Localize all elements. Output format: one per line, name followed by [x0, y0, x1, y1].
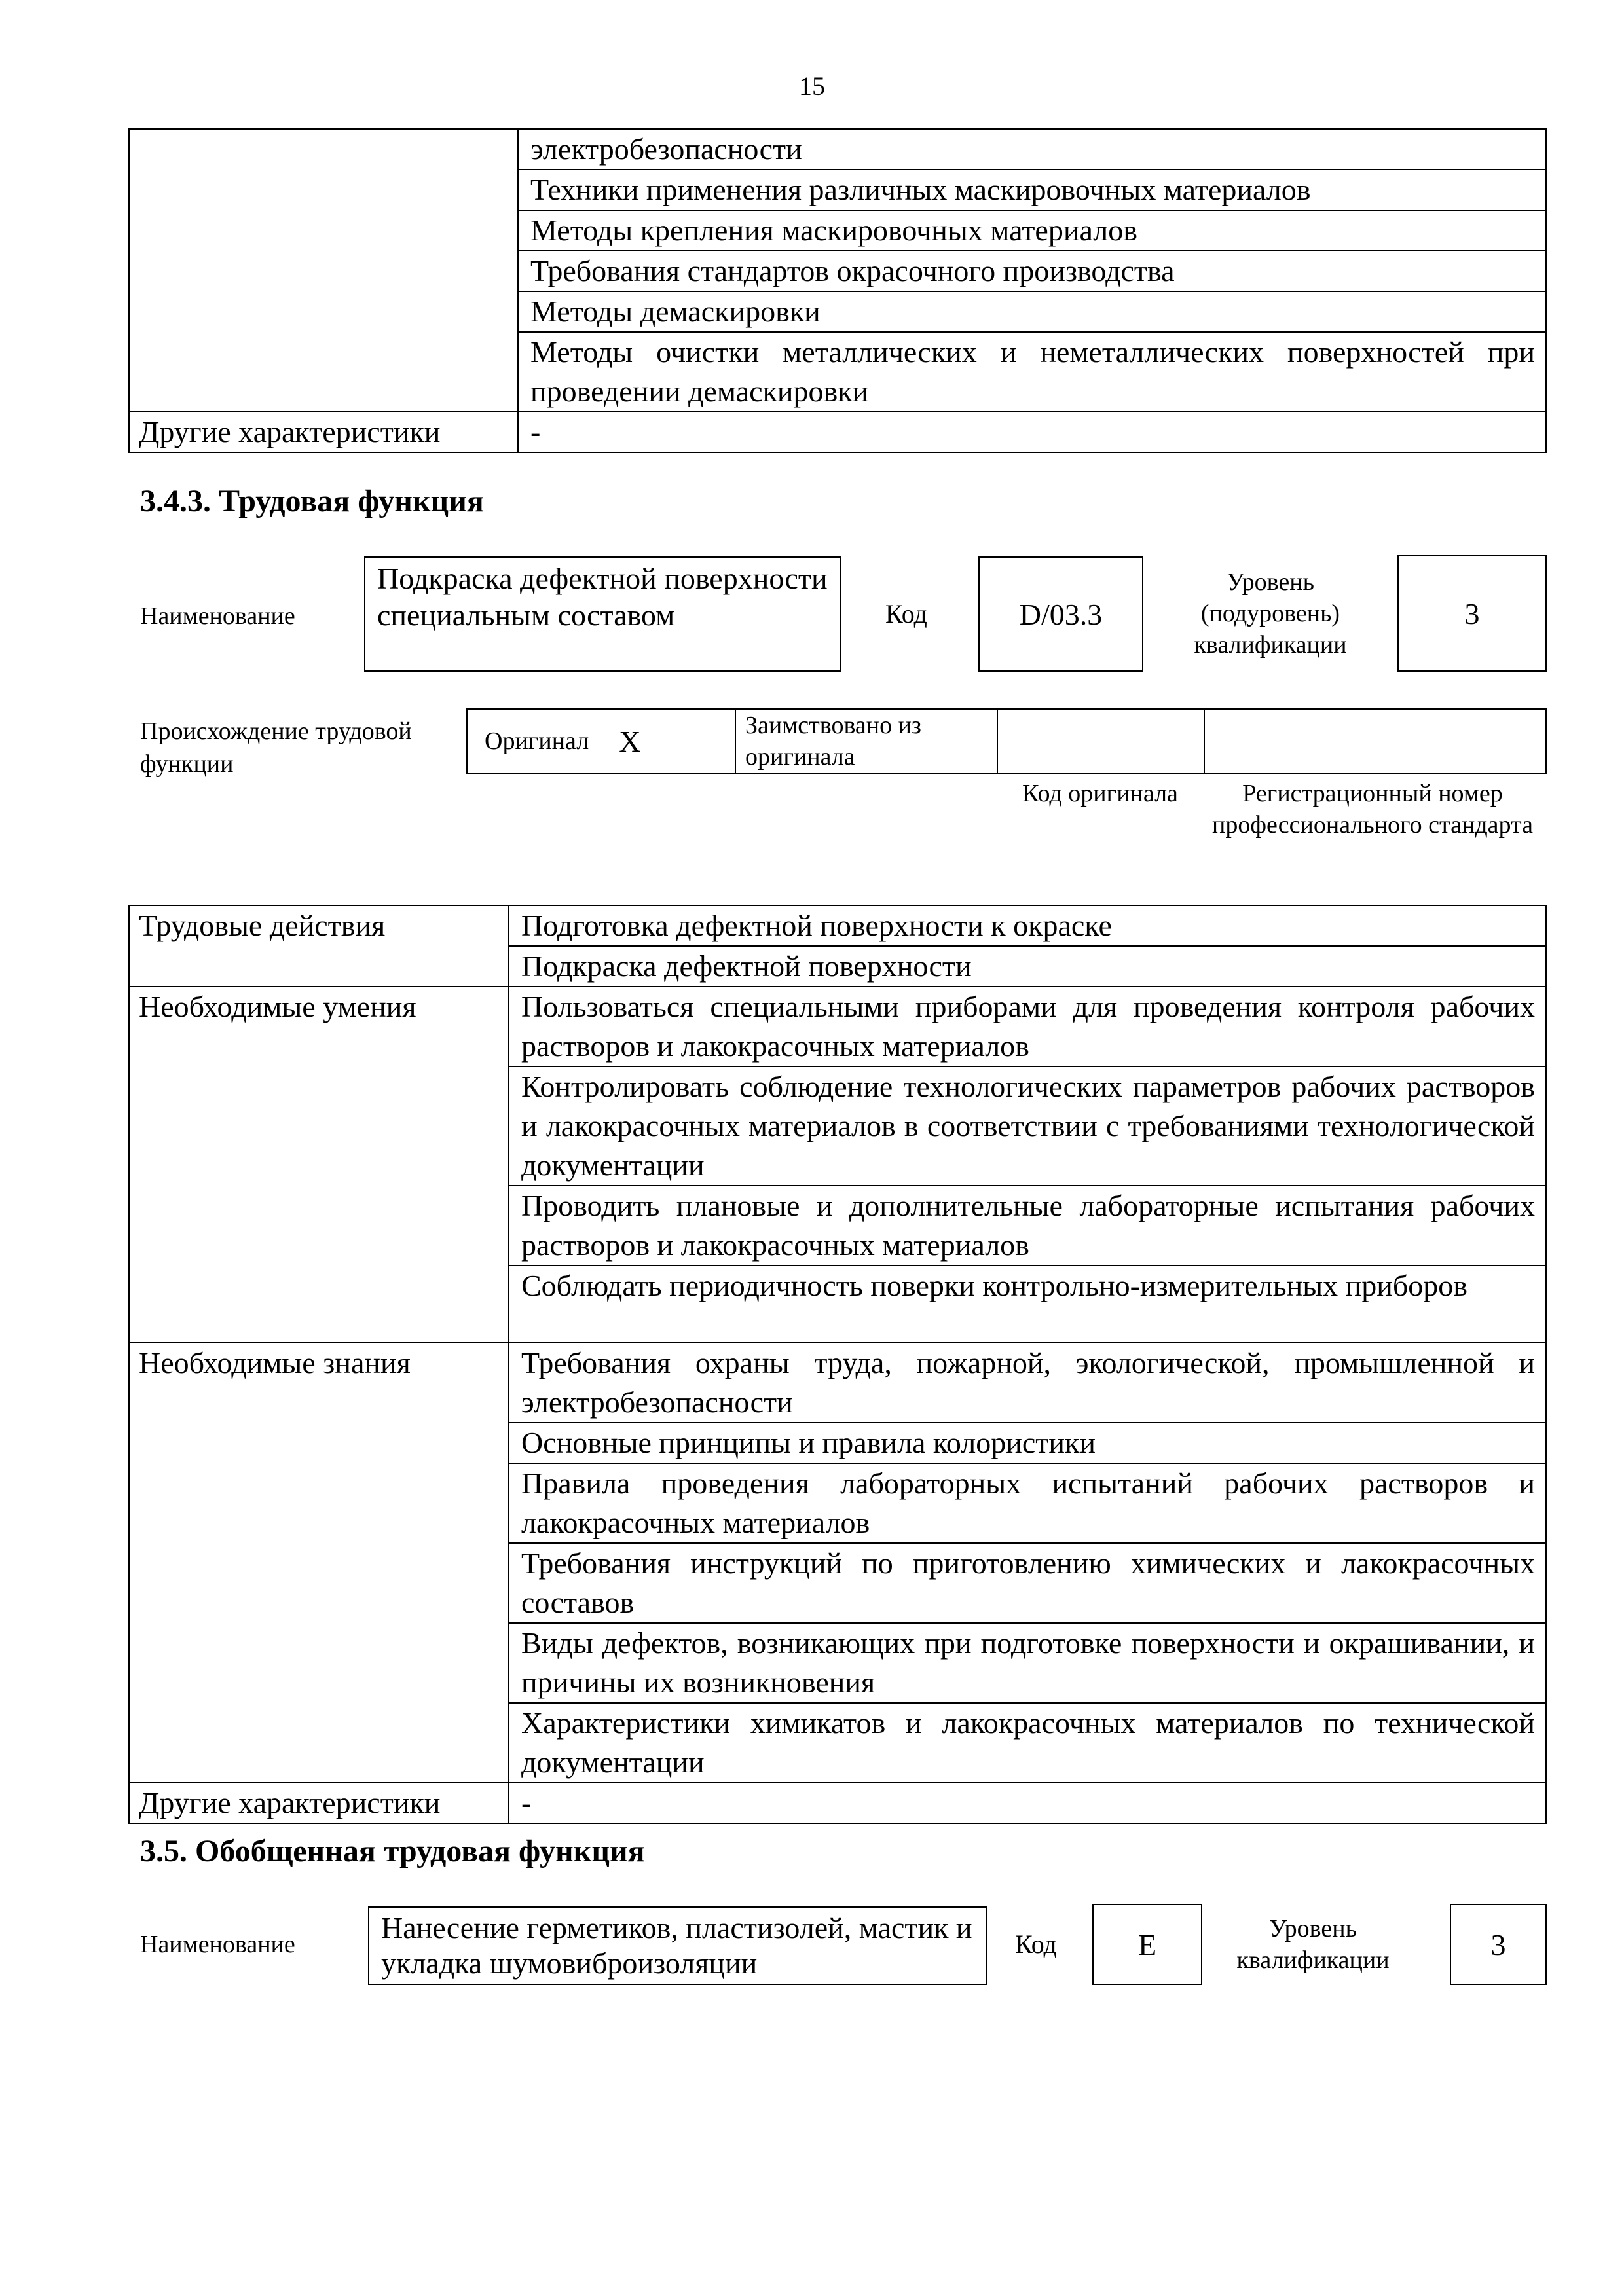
- level-box: [1397, 555, 1547, 672]
- knowledge-item: Требования охраны труда, пожарной, экологической, промышленной и электробезопасности: [509, 1343, 1546, 1423]
- code-label: Код: [1015, 1929, 1057, 1959]
- top-table-row: Техники применения различных маскировочных материалов: [518, 170, 1546, 210]
- other-characteristics-value: -: [518, 412, 1546, 452]
- top-table: [128, 128, 1547, 453]
- actions-label: Трудовые действия: [129, 905, 509, 987]
- borrowed-cell: [736, 710, 998, 773]
- code-label: Код: [885, 599, 927, 629]
- level-label: Уровень квалификации: [1236, 1915, 1390, 1974]
- knowledge-label: Необходимые знания: [129, 1343, 509, 1783]
- knowledge-item: Виды дефектов, возникающих при подготовке поверхности и окрашивании, и причины их возникновения: [509, 1623, 1546, 1703]
- skill-item: Соблюдать периодичность поверки контрольно-измерительных приборов: [509, 1266, 1546, 1343]
- skills-label: Необходимые умения: [129, 987, 509, 1343]
- main-table: [128, 905, 1547, 1824]
- top-table-row: Методы демаскировки: [518, 291, 1546, 332]
- original-mark: X: [619, 724, 641, 758]
- other-characteristics-value: -: [509, 1783, 1546, 1823]
- borrowed-label: Заимствовано из оригинала: [745, 712, 921, 771]
- section-heading-35: 3.5. Обобщенная трудовая функция: [140, 1834, 645, 1868]
- code-box: [978, 556, 1143, 672]
- top-table-row: Требования стандартов окрасочного производства: [518, 251, 1546, 291]
- code-original-caption: Код оригинала: [1022, 780, 1178, 807]
- skill-item: Контролировать соблюдение технологических параметров рабочих растворов и лакокрасочных материалов в соответствии с требованиями технологической документации: [509, 1066, 1546, 1186]
- generalized-function-name-box: [368, 1906, 987, 1985]
- reg-number-caption: Регистрационный номер профессионального стандарта: [1212, 780, 1533, 839]
- function-name-box: [364, 556, 841, 672]
- knowledge-item: Требования инструкций по приготовлению химических и лакокрасочных составов: [509, 1543, 1546, 1623]
- reg-number-cell: [1205, 710, 1545, 773]
- skill-item: Проводить плановые и дополнительные лабораторные испытания рабочих растворов и лакокрасочных материалов: [509, 1186, 1546, 1266]
- level-box: [1450, 1904, 1547, 1985]
- knowledge-item: Характеристики химикатов и лакокрасочных материалов по технической документации: [509, 1703, 1546, 1783]
- top-table-row: Методы крепления маскировочных материалов: [518, 210, 1546, 251]
- action-item: Подготовка дефектной поверхности к окраске: [509, 905, 1546, 946]
- code-original-cell: [999, 710, 1205, 773]
- function-name-value: Подкраска дефектной поверхности специальным составом: [377, 562, 828, 632]
- section-heading-343: 3.4.3. Трудовая функция: [140, 484, 484, 519]
- level-value: 3: [1464, 596, 1480, 630]
- code-value: E: [1137, 1927, 1157, 1961]
- top-table-row: электробезопасности: [518, 129, 1546, 170]
- origin-table: [466, 708, 1547, 774]
- original-cell: [468, 710, 736, 773]
- code-box: [1092, 1904, 1202, 1985]
- level-value: 3: [1490, 1927, 1506, 1961]
- level-label: Уровень (подуровень) квалификации: [1194, 568, 1347, 659]
- generalized-function-name-value: Нанесение герметиков, пластизолей, мастик и укладка шумовиброизоляции: [381, 1911, 972, 1980]
- other-characteristics-label: Другие характеристики: [129, 412, 518, 452]
- original-label: Оригинал: [485, 727, 589, 755]
- knowledge-item: Правила проведения лабораторных испытаний рабочих растворов и лакокрасочных материалов: [509, 1463, 1546, 1543]
- name-label: Наименование: [140, 1931, 295, 1958]
- skill-item: Пользоваться специальными приборами для проведения контроля рабочих растворов и лакокрасочных материалов: [509, 987, 1546, 1066]
- action-item: Подкраска дефектной поверхности: [509, 946, 1546, 987]
- knowledge-item: Основные принципы и правила колористики: [509, 1423, 1546, 1463]
- top-table-row: Методы очистки металлических и неметаллических поверхностей при проведении демаскировки: [518, 332, 1546, 412]
- code-value: D/03.3: [1019, 597, 1103, 631]
- name-label: Наименование: [140, 602, 295, 630]
- origin-label: Происхождение трудовой функции: [140, 718, 412, 778]
- top-table-label-cell: [129, 129, 518, 412]
- page-number: 15: [799, 71, 825, 101]
- other-characteristics-label: Другие характеристики: [129, 1783, 509, 1823]
